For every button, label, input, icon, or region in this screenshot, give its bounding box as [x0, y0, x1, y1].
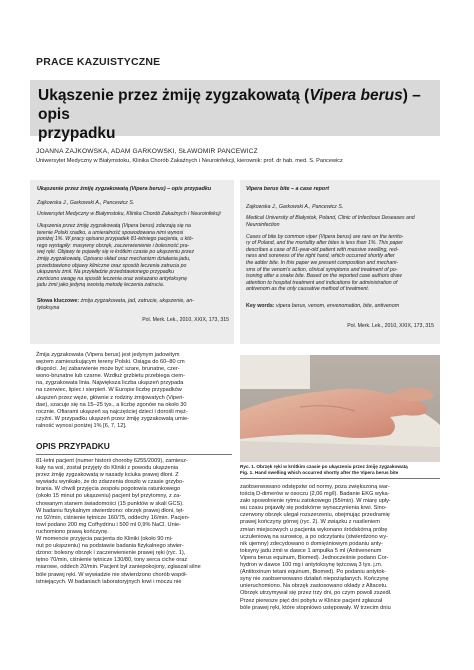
intro-line: wężem zamieszkującym tereny Polski. Osiąga do 60–80 cm [36, 359, 185, 366]
figure-caption [240, 464, 440, 476]
right-column-line: Vipera berus equinum, Biomed). Jednocześnie podano Cor- [240, 554, 389, 561]
right-column-line: (Antitoxinum tetani equinum, Biomed). Po podaniu antytok- [240, 569, 387, 576]
intro-line: czyźni. W przypadku ukąszeń przez żmiję zygzakowatą umie- [36, 415, 189, 422]
case-line: brania. W chwili przyjęcia zespołu pogotowia ratunkowego [36, 486, 181, 493]
case-line: kały na wsi, został przyjęty do Kliniki z powodu ukąszenia [36, 465, 179, 472]
abstract-pl-authors: Zajkowska J., Garkowski A., Pancewicz S. [37, 199, 135, 206]
hand-photo [240, 355, 440, 462]
right-column-line: toksyny jadu żmii w dawce 1 ampułka 5 ml (Antivenenum [240, 547, 382, 554]
authors: JOANNA ZAJKOWSKA, ADAM GARKOWSKI, SŁAWOMIR PANCEWICZ [36, 148, 258, 155]
intro-paragraph [36, 352, 232, 430]
right-column-line: bóle prawej ręki, które stopniowo ustępowały. W trzecim dniu [240, 604, 391, 611]
intro-line: Żmija zygzakowata (Vipera berus) jest jedynym jadowitym [36, 352, 180, 358]
right-column-line: prawej kończyny górnej (ryc. 2). W związku z nasileniem [240, 519, 380, 526]
title-species: Vipera berus [309, 87, 403, 104]
abstract-en-line: sms of the venom's action, clinical symptoms and treatment of po- [246, 266, 398, 273]
right-column-line: syny nie zaobserwowano działań niepożądanych. Kończynę [240, 576, 389, 583]
right-column-line: nik ujemny) zdecydowano o domięśniowym podaniu anty- [240, 540, 384, 547]
abstract-en-line: Cases of bite by common viper (Vipera berus) are rare on the territo- [246, 233, 404, 240]
abstract-pl-line: ukąszeniu żmii. Na przykładzie przedstawionego przypadku [37, 269, 174, 276]
right-column-line: czerwony obrzęk ulegał rozszerzeniu, obejmując przedramię [240, 512, 390, 519]
article-title [38, 86, 438, 143]
right-column-text [240, 484, 440, 612]
abstract-pl-line: zwrócono uwagę na sposób leczenia oraz wskazano antytoksynę [37, 275, 187, 282]
abstract-pl-keywords [37, 298, 229, 311]
right-column-line: Przez pierwsze pięć dni pobytu w Klinice pacjent zgłaszał [240, 597, 383, 604]
abstract-pl-line: rego wystąpiły: masywny obrzęk, zaczerwienienie i bolesność pra- [37, 242, 190, 249]
abstract-en-line: the adder bite. In this paper we present composition and mechani- [246, 259, 398, 266]
case-line: przez żmiję zygzakowatą w nasady kciuka prawej dłoni. Z [36, 472, 179, 479]
abstract-pl-reference: Pol. Merk. Lek., 2010, XXIX, 173, 315 [142, 317, 229, 324]
intro-line: na czerwiec, lipiec i sierpień. W Europie liczbę przypadków [36, 387, 182, 394]
case-line: ruchomiono prawą kończynę. [36, 528, 109, 535]
abstract-pl-line: Ukąszenia przez żmiję zygzakowatą (Vipera berus) zdarzają się na [37, 222, 191, 229]
case-line: nut po ukąszeniu) na podstawie badania fizykalnego stwier- [36, 543, 184, 550]
case-line: tętno 70/min, ciśnienie tętnicze 130/80, tony serca ciche oraz [36, 557, 188, 564]
keywords-label: Słowa kluczowe: [37, 297, 80, 304]
keywords-text-en: vipera berus, venom, envenomation, bite, antivenom [274, 302, 400, 309]
case-line: istniejących. W badaniach laboratoryjnych krwi i moczu nie [36, 578, 182, 585]
intro-line: rocznie. Ofiarami ukąszeń są najczęściej dzieci i dorośli męż- [36, 408, 188, 415]
abstract-en-line: isoning after a snake bite. Based on the reported case authors draw [246, 273, 402, 280]
abstract-pl-line: terenie Polski rzadko, a umieralność spowodowana nimi wynosi [37, 229, 184, 236]
keywords-text-2: tytoksyna [37, 304, 60, 311]
case-line: towi podano 200 mg Cofhydrinu i 500 ml 0,9% NaCl. Unie- [36, 521, 181, 528]
abstract-pl-line: żmiję zygzakowatą. Opisano skład oraz mechanizm działania jadu, [37, 255, 191, 262]
right-column-line: uczuleniową na surowicę, a po odczytaniu (stwierdzono wy- [240, 533, 388, 540]
right-column-line: tością D-dimerów w osoczu (2,06 mg/l). Badanie EKG wyka- [240, 491, 390, 498]
case-line: no 92/min, ciśnienie tętnicze 160/75, oddechy 16/min. Pacjen- [36, 514, 190, 521]
abstract-pl-line: przedstawiono objawy kliniczne oraz sposób leczenia zatrucia po [37, 262, 187, 269]
abstract-en [246, 186, 434, 329]
abstract-en-line: ness and soreness of the right hand, which occurred shortly after [246, 253, 395, 260]
abstract-en-affiliation: Medical University of Białystok, Poland, Clinic of Infectious Deseases and Neuroinfection [246, 215, 415, 228]
intro-line: dae), szacuje się na 15–25 tys., a liczbę zgonów na około 30 [36, 401, 187, 408]
right-column-line: Obrzęk utrzymywał się przez trzy dni, po czym powoli zszedł. [240, 590, 392, 597]
case-line: W badaniu fizykalnym stwierdzono: obrzęk prawej dłoni, tęt- [36, 507, 185, 514]
case-line: 81-letni pacjent (numer historii choroby 6255/2009), zamiesz- [36, 458, 188, 464]
abstract-en-line: ry of Poland, and the mortality after bites is less than 1%. This paper [246, 240, 403, 247]
right-column-line: zmian miejscowych u pacjenta wykonano śródskórną próbę [240, 526, 388, 533]
abstract-pl-line: poniżej 1%. W pracy opisano przypadek 81-letniego pacjenta, u któ- [37, 236, 194, 243]
case-line: W momencie przyjęcia pacjenta do Kliniki (około 90 mi- [36, 536, 173, 543]
keywords-label-en: Key words: [246, 302, 275, 309]
abstract-en-body [246, 234, 434, 293]
case-line: chowanym stanem świadomości (15 punktów w skali GCS). [36, 500, 184, 507]
abstract-en-authors: Zajkowska J., Garkowski A., Pancewicz S. [246, 203, 344, 210]
caption-pl: Ryc. 1. Obrzęk ręki w krótkim czasie po ukąszeniu przez żmiję zygzakowatą [240, 464, 408, 469]
intro-line: długości. Jej zabarwienie może być szare, brunatne, czer- [36, 366, 180, 373]
abstract-en-keywords [246, 303, 434, 310]
abstract-pl-affiliation: Uniwersytet Medyczny w Białymstoku, Klinika Chorób Zakaźnych i Neuroinfekcji [37, 211, 221, 218]
title-part1: Ukąszenie przez żmiję zygzakowatą ( [38, 87, 310, 104]
abstract-en-title: Vipera berus bite – a case report [246, 186, 330, 192]
heading-divider [36, 454, 232, 455]
abstract-en-line: attention to hospital treatment and indications for administration of [246, 279, 398, 286]
case-line: miarowe, oddech 20/min. Pacjent był zaniepokojony, zgłaszał silne [36, 564, 201, 571]
abstract-en-reference: Pol. Merk. Lek., 2010, XXIX, 173, 315 [347, 322, 434, 329]
case-line: dzono: bolesny obrzęk i zaczerwienienie prawej ręki (ryc. 1), [36, 550, 186, 557]
abstract-pl-line: wej ręki. Objawy te pojawiły się w krótkim czasie po ukąszeniu przez [37, 249, 195, 256]
abstract-pl-title: Ukąszenie przez żmiję zygzakowatą (Vipera berus) – opis przypadku [37, 186, 212, 192]
intro-line: ukąszeń przez węże, głównie z rodziny żmijowatych (Viperi- [36, 394, 185, 401]
right-column-line: zało spowolnienie rytmu zatokowego (55/min). W miarę upły- [240, 498, 391, 505]
abstract-pl-body [37, 223, 229, 289]
case-heading: OPIS PRZYPADKU [36, 441, 110, 451]
abstract-pl [37, 186, 229, 323]
case-line: (około 15 minut po ukąszeniu) pacjent był przytomny, z za- [36, 493, 182, 500]
section-label: PRACE KAZUISTYCZNE [36, 56, 161, 68]
title-part2: ) – opis [38, 87, 421, 123]
intro-line: ralność wynosi poniżej 1% [6, 7, 12]. [36, 422, 127, 429]
intro-line: na, zygzakowata linia. Największa liczba ukąszeń przypada [36, 380, 184, 387]
affiliation: Uniwersytet Medyczny w Białymstoku, Klinika Chorób Zakaźnych i Neuroinfekcji, kierownik: prof. dr hab. med. S. Pancewicz [36, 158, 343, 164]
abstract-en-line: antivenom as the only causative method of treatment. [246, 286, 370, 293]
right-column-line: unieruchomiono. Na obrzęk zastosowano okłady z Altacetu. [240, 583, 388, 590]
case-line: bóle prawej ręki. W wywiadzie nie stwierdzono chorób współ- [36, 571, 188, 578]
intro-line: wono-brunatne lub czarne. Wzdłuż grzbietu przebiega ciem- [36, 373, 185, 380]
title-line2: przypadku [38, 125, 116, 142]
keywords-text: żmija zygzakowata, jad, zatrucie, ukąszenie, an- [79, 297, 194, 304]
caption-en: Fig. 1. Hand swelling which occurred shortly after the Vipera berus bite [240, 469, 399, 475]
abstract-pl-line: jadu żmii jako jedyną swoistą metodę leczenia zatrucia. [37, 282, 165, 289]
right-column-line: zaobserwowano odstępstw od normy, poza zwiększoną war- [240, 484, 390, 490]
caption-divider [240, 478, 440, 479]
right-column-line: wu czasu pojawiły się podskórne wynaczynienia krwi. Sino- [240, 505, 387, 512]
case-paragraph [36, 458, 232, 586]
right-column-line: hydron w dawce 100 mg i antytoksynę tężcową 3 tys. j.m. [240, 562, 383, 569]
case-line: wywiadu wynikało, że do zdarzenia doszło w czasie grzybo- [36, 479, 184, 486]
abstract-en-line: describes a case of 81-year-old patient with massive swelling, red- [246, 246, 399, 253]
